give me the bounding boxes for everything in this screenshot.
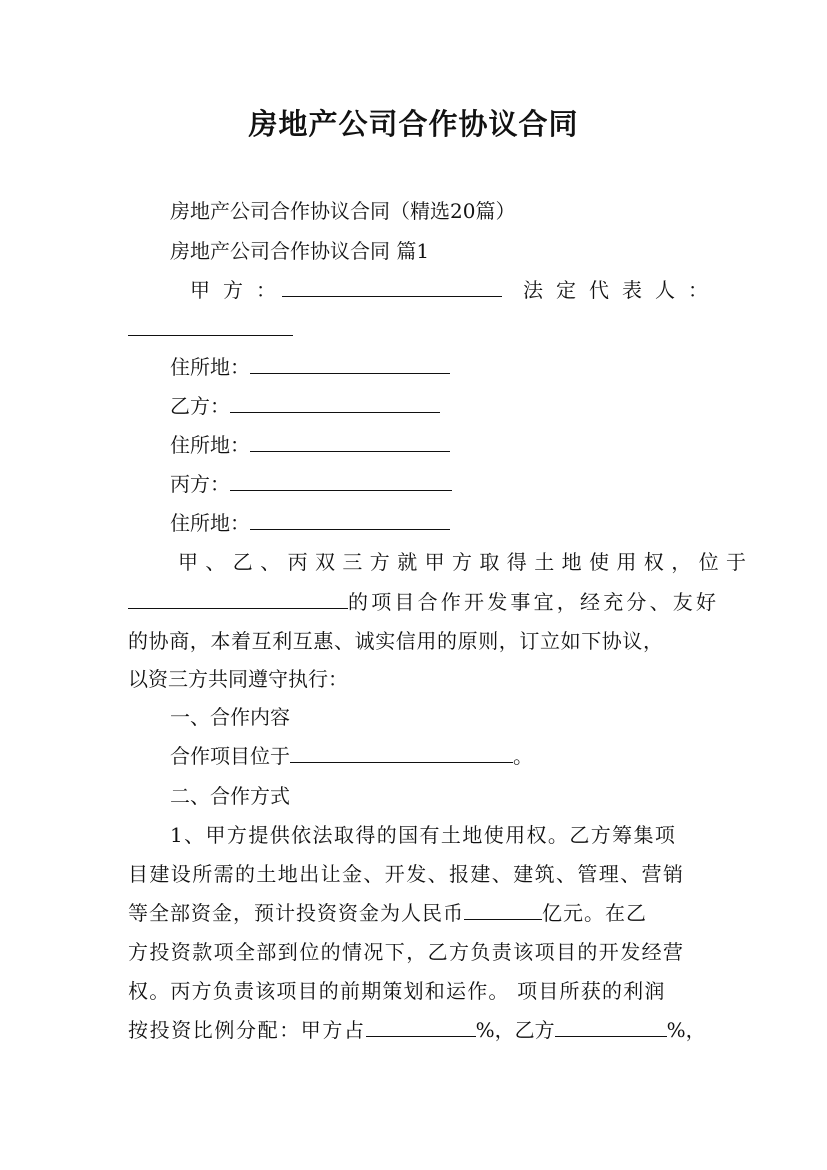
section2-p1-line6 bbox=[128, 1015, 706, 1045]
party-yi-blank bbox=[230, 392, 440, 413]
section2-p1-line1: 1、甲方提供依法取得的国有土地使用权。乙方筹集项 bbox=[170, 823, 677, 847]
project-location-end: 。 bbox=[513, 744, 533, 768]
investment-amount-blank bbox=[464, 899, 542, 920]
address3-blank bbox=[250, 509, 450, 530]
party-bing-field bbox=[170, 469, 452, 499]
intro-line1: 甲、乙、丙双三方就甲方取得土地使用权，位于 bbox=[178, 550, 754, 574]
party-jia-blank bbox=[282, 275, 502, 305]
party-jia-label: 甲方： bbox=[190, 278, 289, 302]
section2-heading: 二、合作方式 bbox=[170, 784, 290, 808]
legal-rep-blank bbox=[128, 314, 293, 344]
investment-label: 等全部资金，预计投资资金为人民币 bbox=[128, 901, 464, 925]
party-yi-field bbox=[170, 391, 440, 421]
party-yi-label: 乙方： bbox=[170, 394, 230, 418]
intro-line2-text: 的项目合作开发事宜，经充分、友好 bbox=[348, 590, 720, 614]
section2-p1-line5: 权。丙方负责该项目的前期策划和运作。 项目所获的利润 bbox=[128, 979, 666, 1003]
address3-label: 住所地： bbox=[170, 511, 250, 535]
intro-line2 bbox=[128, 587, 719, 617]
document-title: 房地产公司合作协议合同 bbox=[248, 107, 579, 141]
profit-yi-blank bbox=[555, 1016, 667, 1037]
address1-field bbox=[170, 352, 450, 382]
legal-rep-label: 法定代表人： bbox=[523, 278, 721, 302]
profit-jia-label: 按投资比例分配：甲方占 bbox=[128, 1018, 366, 1042]
section1-heading: 一、合作内容 bbox=[170, 705, 290, 729]
profit-yi-end: %， bbox=[666, 1018, 706, 1042]
party-bing-label: 丙方： bbox=[170, 472, 230, 496]
chapter-heading: 房地产公司合作协议合同 篇1 bbox=[170, 239, 430, 263]
project-location-field bbox=[290, 742, 513, 763]
address2-label: 住所地： bbox=[170, 433, 250, 457]
project-location-label: 合作项目位于 bbox=[170, 744, 290, 768]
investment-unit: 亿元。在乙 bbox=[542, 901, 647, 925]
profit-jia-blank bbox=[366, 1016, 476, 1037]
section2-p1-line4: 方投资款项全部到位的情况下，乙方负责该项目的开发经营 bbox=[128, 940, 685, 964]
party-bing-blank bbox=[230, 470, 452, 491]
section2-p1-line3 bbox=[128, 898, 647, 928]
subtitle: 房地产公司合作协议合同（精选20篇） bbox=[170, 199, 516, 223]
address3-field bbox=[170, 508, 450, 538]
address2-blank bbox=[250, 431, 450, 452]
address1-label: 住所地： bbox=[170, 355, 250, 379]
project-location-blank bbox=[128, 588, 348, 609]
intro-line4: 以资三方共同遵守执行： bbox=[128, 667, 348, 691]
profit-yi-label: %，乙方 bbox=[475, 1018, 555, 1042]
section2-p1-line2: 目建设所需的土地出让金、开发、报建、建筑、管理、营销 bbox=[128, 862, 685, 886]
project-location-line bbox=[170, 741, 533, 771]
address2-field bbox=[170, 430, 450, 460]
address1-blank bbox=[250, 353, 450, 374]
intro-line3: 的协商，本着互利互惠、诚实信用的原则，订立如下协议， bbox=[128, 629, 664, 653]
